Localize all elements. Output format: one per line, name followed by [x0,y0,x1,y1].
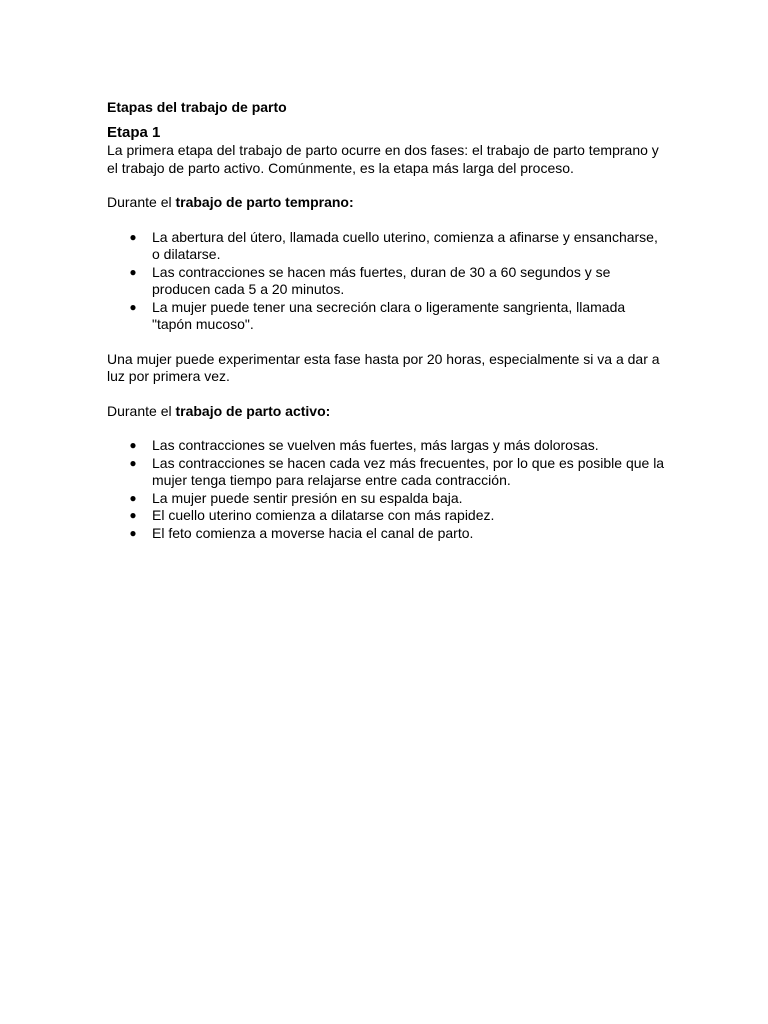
list-item [107,437,667,455]
early-labor-lead [107,194,667,212]
active-labor-lead [107,403,667,421]
list-item-text: Las contracciones se hacen cada vez más frecuentes, por lo que es posible que la mujer tenga tiempo para relajarse entre cada contracción. [152,454,665,488]
list-item [107,455,667,490]
active-labor-list [107,437,667,542]
bullet-icon: ● [129,264,137,279]
list-item-text: Las contracciones se hacen más fuertes, duran de 30 a 60 segundos y se producen cada 5 a 20 minutos. [152,263,611,297]
bullet-icon: ● [129,299,137,314]
list-item-text: La mujer puede tener una secreción clara o ligeramente sangrienta, llamada "tapón mucoso". [152,298,626,332]
early-labor-list [107,229,667,334]
bullet-icon: ● [129,490,137,505]
early-labor-lead-prefix: Durante el [107,194,176,210]
bullet-icon: ● [129,455,137,470]
early-labor-lead-bold: trabajo de parto temprano: [175,194,354,210]
document-page [107,99,667,559]
list-item-text: La mujer puede sentir presión en su espalda baja. [152,489,463,506]
early-labor-closing: Una mujer puede experimentar esta fase hasta por 20 horas, especialmente si va a dar a luz por primera vez. [107,350,660,384]
list-item-text: El cuello uterino comienza a dilatarse con más rapidez. [152,507,495,523]
list-item [107,264,667,299]
bullet-icon: ● [129,525,137,540]
bullet-icon: ● [129,438,137,452]
list-item-text: Las contracciones se vuelven más fuertes, más largas y más dolorosas. [152,437,599,453]
list-item [107,525,667,543]
list-item [107,299,667,334]
stage-heading: Etapa 1 [107,124,161,141]
bullet-icon: ● [129,229,137,244]
active-labor-lead-bold: trabajo de parto activo: [175,402,331,419]
list-item-text: El feto comienza a moverse hacia el canal de parto. [152,524,474,541]
document-title: Etapas del trabajo de parto [107,99,287,115]
bullet-icon: ● [129,508,137,522]
intro-paragraph: La primera etapa del trabajo de parto ocurre en dos fases: el trabajo de parto temprano y el trabajo de parto activo. Comúnmente, es la etapa más larga del proceso. [107,142,659,176]
list-item [107,229,667,264]
list-item [107,490,667,508]
active-labor-lead-prefix: Durante el [107,402,176,419]
list-item-text: La abertura del útero, llamada cuello uterino, comienza a afinarse y ensancharse, o dilatarse. [152,228,658,262]
list-item [107,507,667,525]
